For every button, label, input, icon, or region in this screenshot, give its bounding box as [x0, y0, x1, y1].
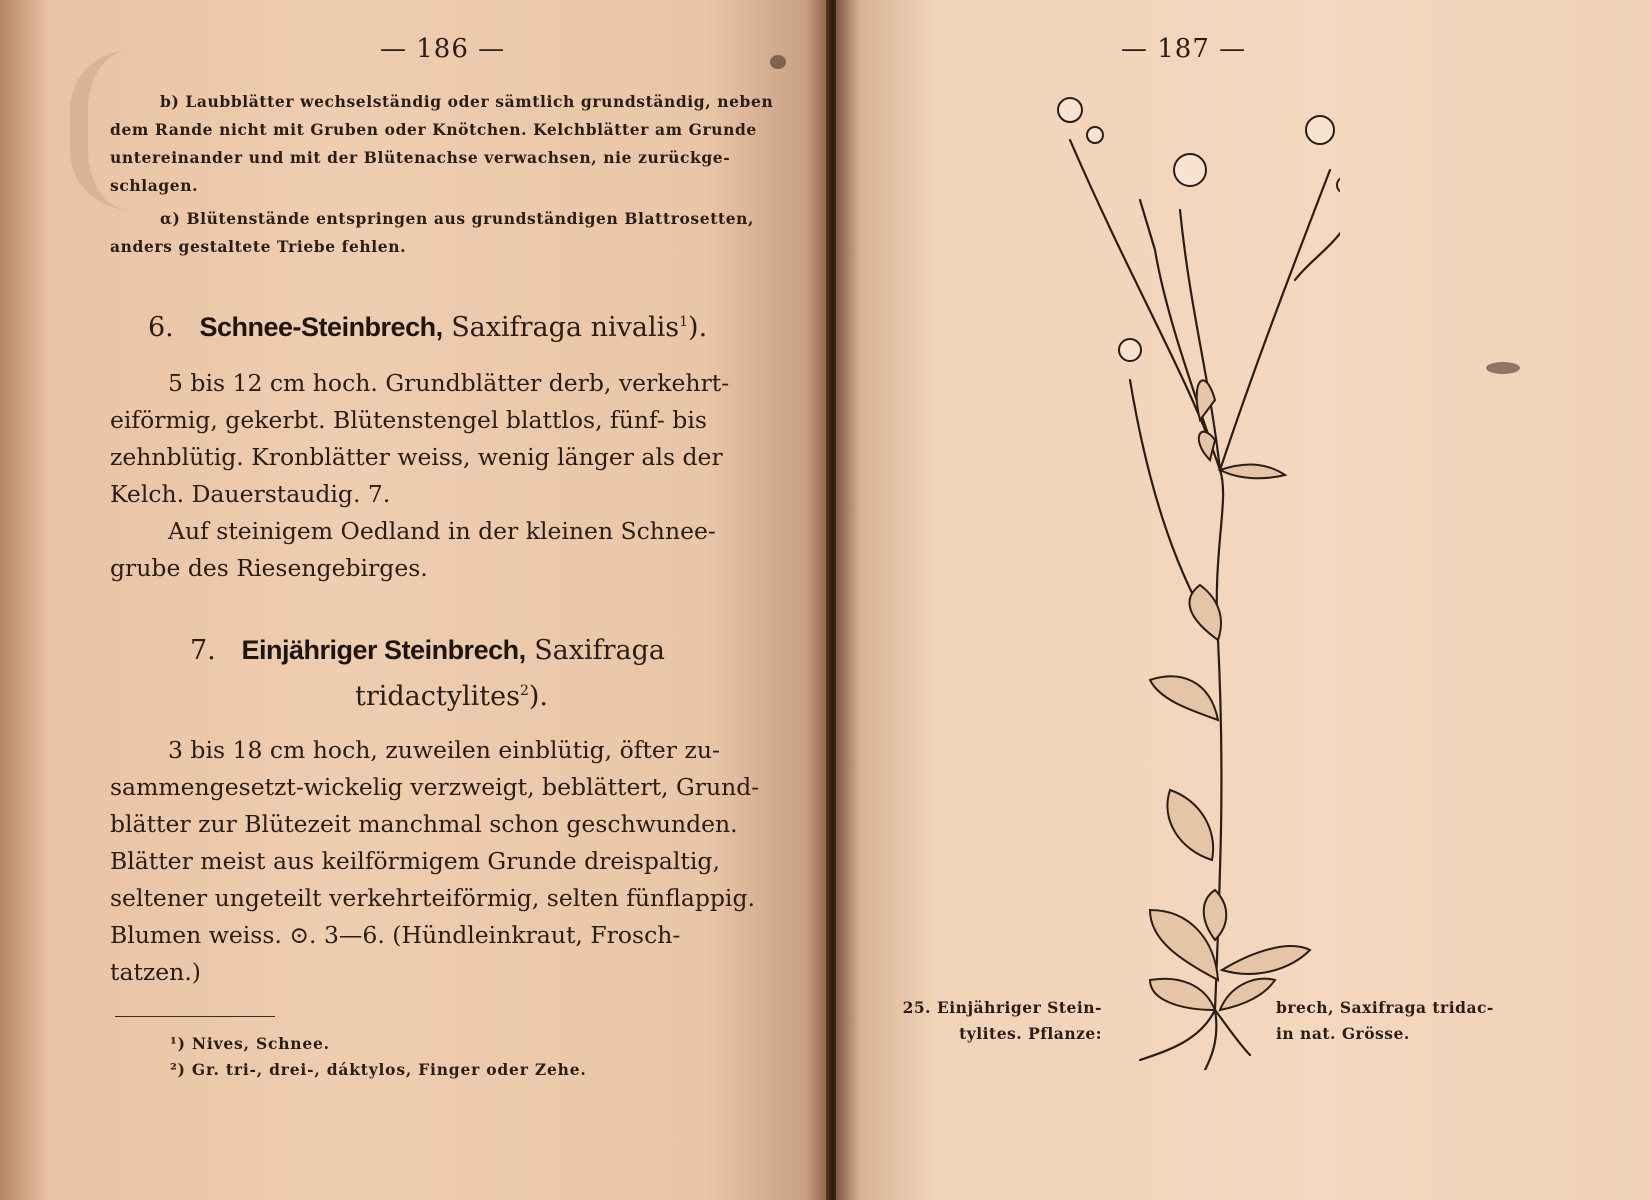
branch-middle — [1180, 210, 1220, 470]
flower-bud — [1058, 98, 1082, 122]
footnote-marker: 2 — [519, 683, 529, 699]
page-number-187: — 187 — — [1121, 34, 1247, 64]
intro-alpha-line: anders gestaltete Triebe fehlen. — [110, 237, 407, 256]
heading-end: ). — [688, 312, 708, 343]
text-line: zehnblütig. Kronblätter weiss, wenig länger als der — [110, 443, 723, 471]
caption-line: tylites. Pflanze: — [959, 1024, 1102, 1043]
key-intro-alpha — [110, 205, 795, 261]
leaf — [1150, 979, 1215, 1010]
flower-open — [1306, 116, 1334, 144]
text-line: 3 bis 18 cm hoch, zuweilen einblütig, öfter zu- — [168, 736, 720, 764]
branch-right — [1220, 170, 1330, 470]
footnote-divider — [115, 1016, 275, 1017]
text-line: seltener ungeteilt verkehrteiförmig, selten fünflappig. — [110, 884, 755, 912]
species-7-heading — [190, 630, 730, 717]
species-number: 6. — [148, 312, 174, 343]
footnote-2: ²) Gr. tri-, drei-, dáktylos, Finger oder Zehe. — [170, 1060, 587, 1079]
species-latin: Saxifraga — [534, 635, 666, 666]
caption-line: in nat. Grösse. — [1276, 1024, 1410, 1043]
leaf — [1167, 790, 1213, 860]
branch-left — [1070, 140, 1220, 470]
intro-b-line: b) Laubblätter wechselständig oder sämtlich grundständig, neben — [160, 92, 774, 111]
habitat-line: grube des Riesengebirges. — [110, 554, 428, 582]
species-7-description — [110, 732, 798, 991]
footnote-1: ¹) Nives, Schnee. — [170, 1034, 330, 1053]
leaf — [1220, 979, 1275, 1010]
species-6-description — [110, 365, 798, 587]
text-line: Blumen weiss. ⊙. 3—6. (Hündleinkraut, Frosch- — [110, 921, 681, 949]
species-name: Schnee-Steinbrech, — [199, 312, 443, 342]
footnote-marker: 1 — [679, 314, 689, 330]
species-latin: Saxifraga nivalis — [451, 312, 680, 343]
leaf — [1222, 946, 1310, 974]
flower-open — [1174, 154, 1206, 186]
species-number: 7. — [190, 635, 216, 666]
species-6-heading — [148, 302, 707, 348]
saxifraga-illustration — [1040, 80, 1340, 1070]
key-intro-b — [110, 88, 795, 200]
page-stain — [70, 50, 148, 210]
caption-line: brech, Saxifraga tridac- — [1276, 998, 1494, 1017]
ink-smudge — [770, 55, 786, 69]
text-line: Kelch. Dauerstaudig. 7. — [110, 480, 391, 508]
text-line: tatzen.) — [110, 958, 201, 986]
species-latin: tridactylites — [355, 681, 520, 712]
text-line: blätter zur Blütezeit manchmal schon geschwunden. — [110, 810, 738, 838]
page-number-186: — 186 — — [380, 34, 506, 64]
intro-alpha-line: α) Blütenstände entspringen aus grundständigen Blattrosetten, — [160, 209, 755, 228]
species-name: Einjähriger Steinbrech, — [241, 635, 526, 665]
text-line: eiförmig, gekerbt. Blütenstengel blattlos, fünf- bis — [110, 406, 707, 434]
heading-end: ). — [528, 681, 548, 712]
text-line: Blätter meist aus keilförmigem Grunde dreispaltig, — [110, 847, 720, 875]
intro-b-line: dem Rande nicht mit Gruben oder Knötchen. Kelchblätter am Grunde — [110, 120, 757, 139]
ink-smudge — [1486, 362, 1520, 374]
text-line: sammengesetzt-wickelig verzweigt, beblättert, Grund- — [110, 773, 760, 801]
leaf — [1150, 676, 1218, 720]
text-line: 5 bis 12 cm hoch. Grundblätter derb, verkehrt- — [168, 369, 730, 397]
intro-b-line: untereinander und mit der Blütenachse verwachsen, nie zurückge- — [110, 148, 731, 167]
intro-b-line: schlagen. — [110, 176, 199, 195]
caption-line: 25. Einjähriger Stein- — [902, 998, 1102, 1017]
habitat-line: Auf steinigem Oedland in der kleinen Schnee- — [168, 517, 716, 545]
